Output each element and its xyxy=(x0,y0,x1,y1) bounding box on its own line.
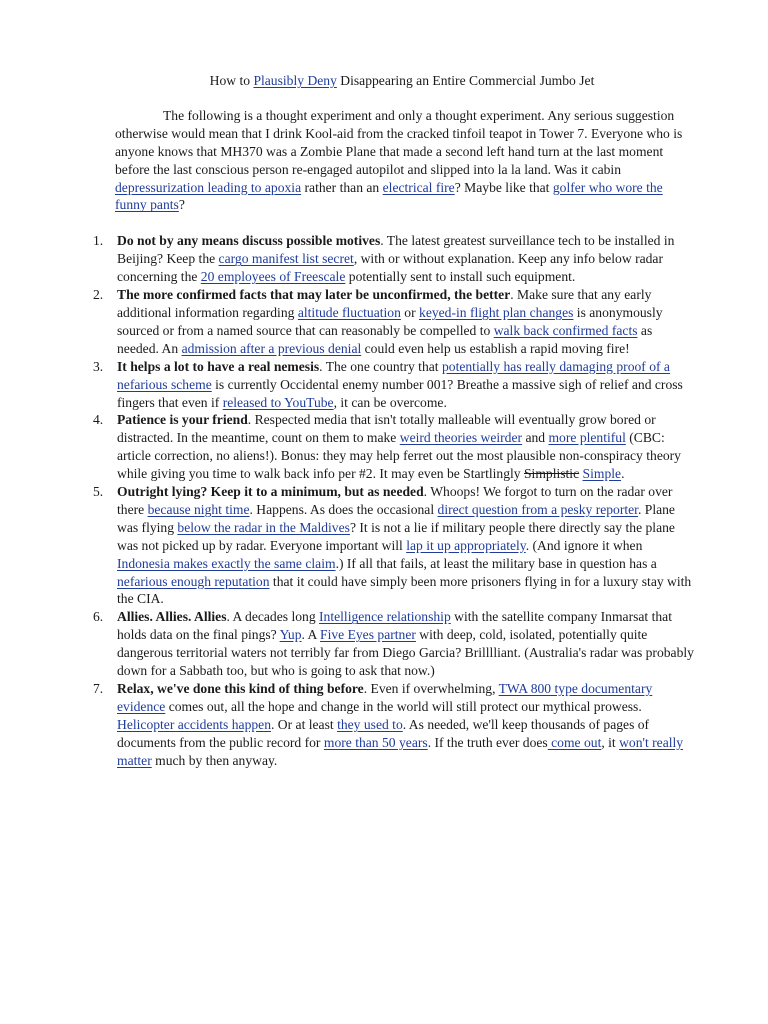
lap-it-up-link[interactable]: lap it up appropriately xyxy=(406,537,526,553)
more-plentiful-link[interactable]: more plentiful xyxy=(548,430,626,446)
item-text: with the satellite company Inmarsat that holds data on the final pings? xyxy=(117,609,672,643)
struck-word: Simplistic xyxy=(523,466,580,482)
weird-theories-link[interactable]: weird theories weirder xyxy=(399,430,523,446)
admission-denial-link[interactable]: admission after a previous denial xyxy=(181,340,362,356)
damaging-proof-link[interactable]: potentially has really damaging proof of a nefarious scheme xyxy=(117,358,670,392)
item-text: . As needed, we'll keep thousands of pages of documents from the public record for xyxy=(117,716,650,750)
item-text: could even help us establish a rapid moving fire! xyxy=(361,340,630,356)
item-text: ? It is not a lie if military people there directly say the plane was not picked up by radar. Everyone important will xyxy=(117,519,675,553)
item-text: potentially sent to install such equipment. xyxy=(345,269,576,285)
list-item-2 xyxy=(93,286,695,358)
cargo-manifest-link[interactable]: cargo manifest list secret xyxy=(218,251,354,267)
item-text: comes out, all the hope and change in the world will still protect our mythical prowess. xyxy=(165,698,642,714)
item-text: . If the truth ever does xyxy=(427,734,548,750)
item-heading: The more confirmed facts that may later be unconfirmed, the better xyxy=(117,287,511,303)
list-item-7 xyxy=(93,680,695,770)
item-text: , with or without explanation. Keep any info below radar concerning the xyxy=(117,251,663,285)
item-text: . The latest greatest surveillance tech to be installed in Beijing? Keep the xyxy=(117,233,675,267)
item-text: .) If all that fails, at least the military base in question has a xyxy=(335,555,657,571)
freescale-employees-link[interactable]: 20 employees of Freescale xyxy=(200,269,346,285)
item-text: that it could have simply been more prisoners flying in for a luxury stay with the CIA. xyxy=(117,573,692,607)
item-text: . Happens. As does the occasional xyxy=(249,501,438,517)
item-number: 3. xyxy=(93,358,104,374)
document-title xyxy=(117,72,695,90)
five-eyes-link[interactable]: Five Eyes partner xyxy=(320,627,416,643)
item-text: much by then anyway. xyxy=(151,752,278,768)
maldives-radar-link[interactable]: below the radar in the Maldives xyxy=(177,519,350,535)
item-text: . xyxy=(621,466,625,482)
golfer-funny-pants-link[interactable]: golfer who wore the funny pants xyxy=(115,179,663,213)
intro-text: rather than an xyxy=(301,179,383,195)
wont-matter-link[interactable]: won't really matter xyxy=(117,734,684,768)
youtube-link[interactable]: released to YouTube xyxy=(222,394,334,410)
item-text: . A xyxy=(301,627,321,643)
item-number: 7. xyxy=(93,681,104,696)
altitude-fluctuation-link[interactable]: altitude fluctuation xyxy=(297,304,401,320)
item-heading: Relax, we've done this kind of thing before xyxy=(117,681,364,696)
list-item-5 xyxy=(93,483,695,608)
item-heading: Allies. Allies. Allies xyxy=(117,609,227,625)
item-text: as needed. An xyxy=(117,322,653,356)
intro-text: The following is a thought experiment and only a thought experiment. Any serious suggestion otherwise would mean that I drink Kool-aid from the cracked tinfoil teapot in Tower 7. Everyone who is anyone knows that MH370 was a Zombie Plane that made a second left hand turn at the last moment before the last conscious person re-engaged autopilot and slipped into la la land. Was it cabin xyxy=(115,107,683,177)
item-text: . Even if overwhelming, xyxy=(363,681,499,696)
twa-800-link[interactable]: TWA 800 type documentary evidence xyxy=(117,681,653,714)
item-number: 5. xyxy=(93,484,104,500)
yup-link[interactable]: Yup xyxy=(279,627,302,643)
list-item-4 xyxy=(93,411,695,483)
item-heading: Patience is your friend xyxy=(117,412,248,428)
item-number: 4. xyxy=(93,412,104,428)
item-text: , it xyxy=(601,734,620,750)
item-text: . Respected media that isn't totally malleable will eventually grow bored or distracted. In the meantime, count on them to make xyxy=(117,412,656,446)
item-heading: Do not by any means discuss possible motives xyxy=(117,233,381,249)
list-item-1 xyxy=(93,232,695,286)
numbered-list xyxy=(93,232,695,769)
item-heading: Outright lying? Keep it to a minimum, but as needed xyxy=(117,484,424,500)
nefarious-reputation-link[interactable]: nefarious enough reputation xyxy=(117,573,270,589)
simple-link[interactable]: Simple xyxy=(582,466,622,482)
pesky-reporter-link[interactable]: direct question from a pesky reporter xyxy=(437,501,638,517)
item-number: 1. xyxy=(93,233,104,249)
they-used-to-link[interactable]: they used to xyxy=(337,716,403,732)
item-text: . (And ignore it when xyxy=(525,537,643,553)
helicopter-accidents-link[interactable]: Helicopter accidents happen xyxy=(117,716,271,732)
fifty-years-link[interactable]: more than 50 years xyxy=(323,734,428,750)
indonesia-claim-link[interactable]: Indonesia makes exactly the same claim xyxy=(117,555,336,571)
intelligence-relationship-link[interactable]: Intelligence relationship xyxy=(319,609,451,625)
intro-text: ? Maybe like that xyxy=(454,179,553,195)
title-text-after: Disappearing an Entire Commercial Jumbo Jet xyxy=(336,73,595,88)
item-text: with deep, cold, isolated, potentially quite dangerous territorial waters not terribly far from Diego Garcia? Brilllliant. (Australia's radar was probably down for a Sabbath too, but who is going to ask that now.) xyxy=(117,627,694,679)
walk-back-facts-link[interactable]: walk back confirmed facts xyxy=(493,322,638,338)
item-text: (CBC: article correction, no aliens!). Bonus: they may help ferret out the most plausible non-conspiracy theory while giving you time to walk back info per #2. It may even be Startlingly xyxy=(117,430,681,482)
item-heading: It helps a lot to have a real nemesis xyxy=(117,358,320,374)
item-number: 2. xyxy=(93,287,104,303)
item-text: . Make sure that any early additional information regarding xyxy=(117,287,652,320)
item-text: or xyxy=(400,304,420,320)
intro-text: ? xyxy=(178,197,185,213)
electrical-fire-link[interactable]: electrical fire xyxy=(382,179,455,195)
item-text: is anonymously sourced or from a named source that can reasonably be compelled to xyxy=(117,304,663,338)
item-text: . Whoops! We forgot to turn on the radar over there xyxy=(117,484,673,517)
item-text: . A decades long xyxy=(226,609,320,625)
item-text: and xyxy=(522,430,549,446)
item-text: . Plane was flying xyxy=(117,501,675,535)
title-text-before: How to xyxy=(209,73,254,88)
item-text: is currently Occidental enemy number 001? Breathe a massive sigh of relief and cross fingers that even if xyxy=(117,376,683,410)
depressurization-link[interactable]: depressurization leading to apoxia xyxy=(115,179,302,195)
intro-paragraph xyxy=(115,107,695,214)
flight-plan-changes-link[interactable]: keyed-in flight plan changes xyxy=(419,304,574,320)
night-time-link[interactable]: because night time xyxy=(147,501,250,517)
list-item-6 xyxy=(93,608,695,680)
plausibly-deny-link[interactable]: Plausibly Deny xyxy=(253,73,337,88)
come-out-link[interactable]: come out xyxy=(547,734,602,750)
item-text: , it can be overcome. xyxy=(333,394,447,410)
item-text: . The one country that xyxy=(319,358,442,374)
list-item-3 xyxy=(93,358,695,412)
item-number: 6. xyxy=(93,609,104,625)
item-text: . Or at least xyxy=(271,716,338,732)
